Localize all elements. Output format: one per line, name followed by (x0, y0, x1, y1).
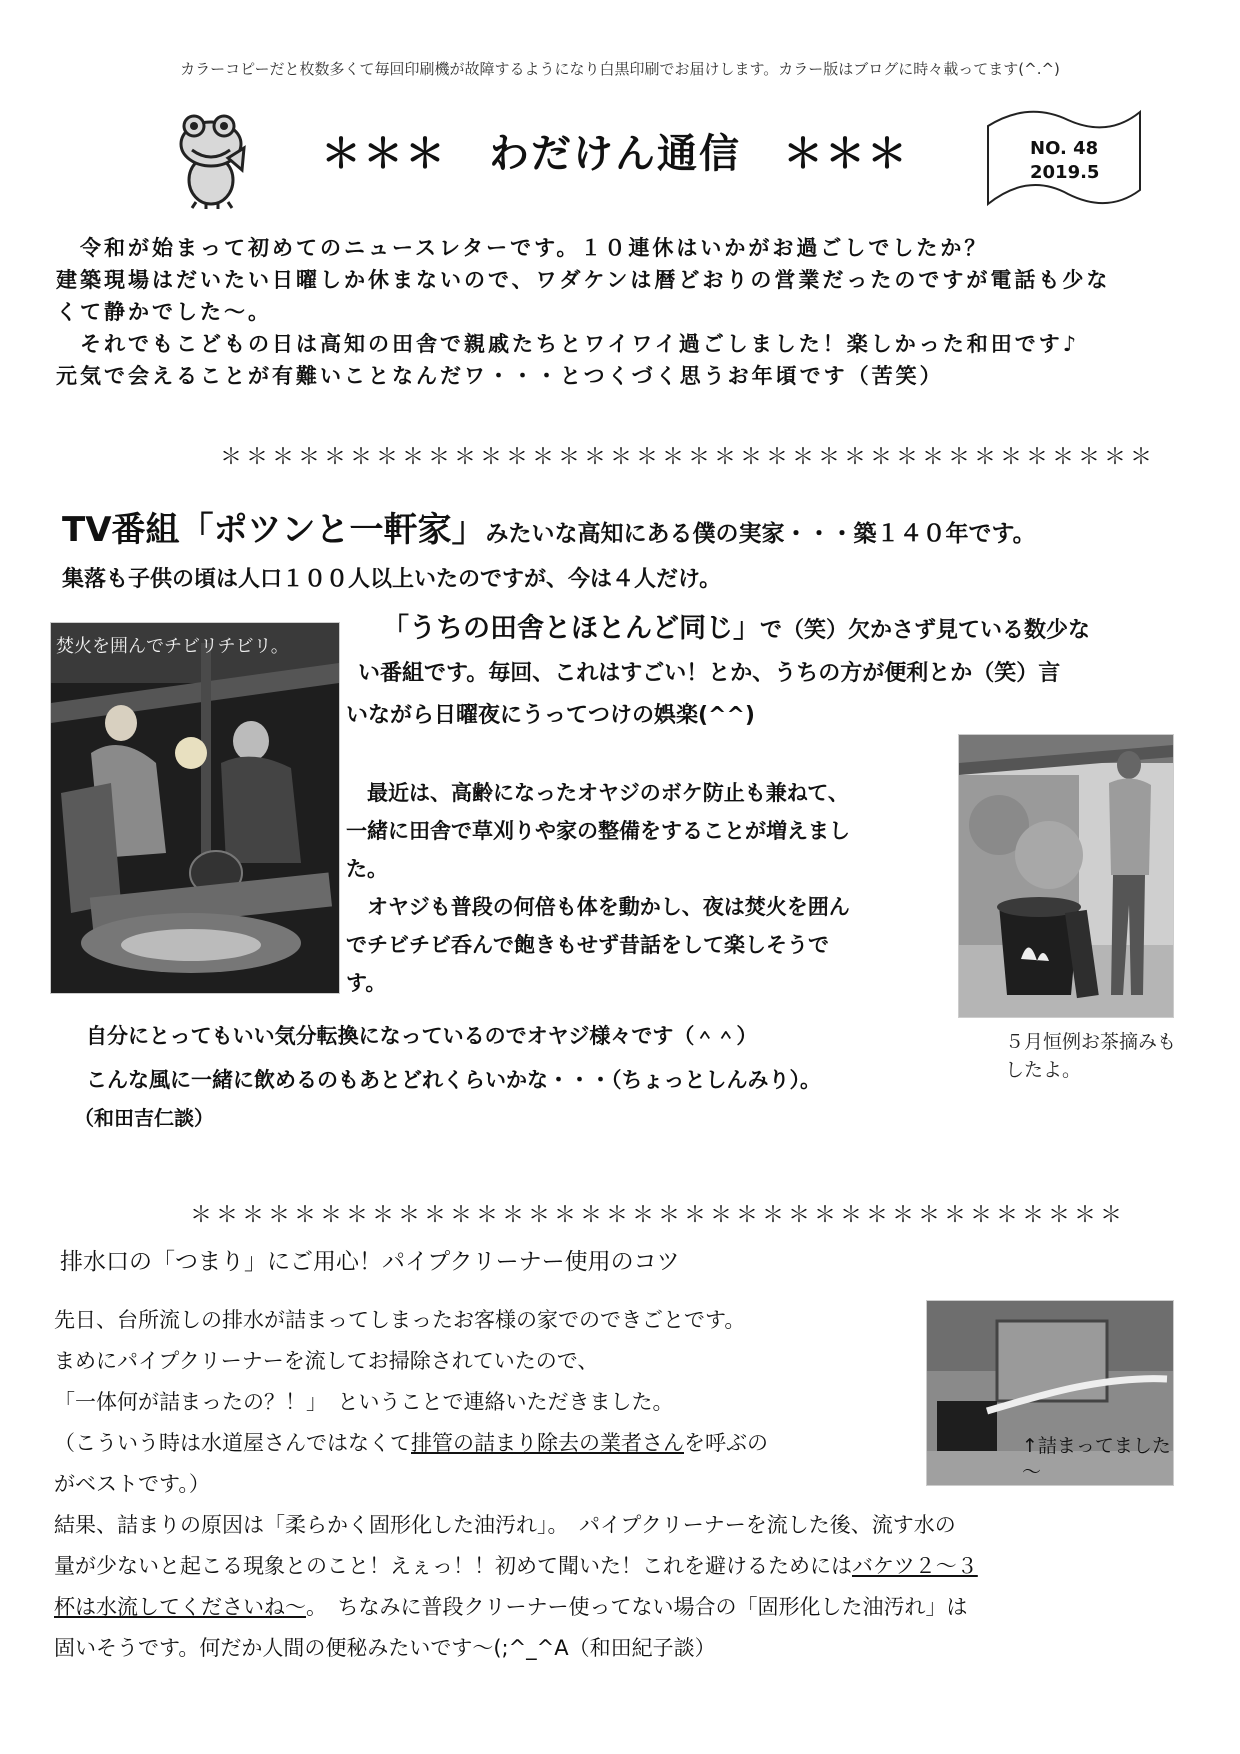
article1-p2-line: でチビチビ呑んで飽きもせず昔話をして楽しそうで (346, 933, 829, 957)
intro-line: 元気で会えることが有難いことなんだワ・・・とつくづく思うお年頃です（苦笑） (56, 364, 944, 388)
article1-p2 (346, 774, 956, 1002)
intro-line: くて静かでした～。 (56, 300, 272, 324)
intro-line: それでもこどもの日は高知の田舎で親戚たちとワイワイ過ごしました！楽しかった和田です♪ (56, 332, 1080, 356)
article2-line7-underlined: バケツ２～３ (852, 1554, 978, 1578)
article2-line7-pre: 量が少ないと起こる現象とのこと！えぇっ！！初めて聞いた！これを避けるためには (54, 1554, 852, 1578)
article1-p3-line: 自分にとってもいい気分転換になっているのでオヤジ様々です（＾＾） (86, 1024, 758, 1048)
article2-line: 結果、詰まりの原因は「柔らかく固形化した油汚れ」。 パイプクリーナーを流した後、流す水の (54, 1513, 956, 1537)
article1-signature: （和田吉仁談） (74, 1106, 214, 1130)
issue-date: 2019.5 (1030, 162, 1100, 183)
print-note: カラーコピーだと枚数多くて毎回印刷機が故障するようになり白黒印刷でお届けします。カラー版はブログに時々載ってます(^.^) (180, 60, 1060, 78)
intro-paragraph (56, 232, 1186, 392)
article1-heading-rest: みたいな高知にある僕の実家・・・築１４０年です。 (485, 521, 1036, 547)
article1-quote-line (382, 606, 1090, 645)
article1-p2-line: た。 (346, 857, 388, 881)
article2-line: 「一体何が詰まったの？！」 ということで連絡いただきました。 (54, 1390, 674, 1414)
article1-p1-line3: いながら日曜夜にうってつけの娯楽(^^) (346, 703, 755, 728)
article2-line4-pre: （こういう時は水道屋さんではなくて (54, 1431, 411, 1455)
article1-heading-big: TV番組「ポツンと一軒家」 (62, 510, 486, 550)
article1-quote-rest: で（笑）欠かさず見ている数少な (760, 618, 1091, 643)
drain-photo-caption: ↑詰まってました～ (1022, 1435, 1171, 1483)
article1-p2-line: す。 (346, 971, 387, 995)
intro-line: 令和が始まって初めてのニュースレターです。１０連休はいかがお過ごしでしたか？ (56, 236, 989, 260)
article1-p2-line: 一緒に田舎で草刈りや家の整備をすることが増えまし (346, 819, 850, 843)
article1-p2-line: オヤジも普段の何倍も体を動かし、夜は焚火を囲ん (346, 895, 850, 919)
tea-picking-photo (958, 734, 1174, 1018)
frog-mascot-icon (172, 112, 250, 210)
article2-line4-underlined: 排管の詰まり除去の業者さん (411, 1431, 684, 1455)
divider-stars: ＊＊＊＊＊＊＊＊＊＊＊＊＊＊＊＊＊＊＊＊＊＊＊＊＊＊＊＊＊＊＊＊＊＊＊＊ (220, 445, 1157, 470)
article1-quote-big: 「うちの田舎とほとんど同じ」 (382, 613, 760, 644)
article2-line4-post: を呼ぶの (684, 1431, 768, 1455)
article2-line: 固いそうです。何だか人間の便秘みたいです～(;^_^A（和田紀子談） (54, 1636, 716, 1660)
article1-p3-line: こんな風に一緒に飲めるのもあとどれくらいかな・・・（ちょっとしんみり）。 (86, 1068, 821, 1092)
article2-line (54, 1587, 1184, 1628)
issue-info (1030, 137, 1110, 185)
issue-number: NO. 48 (1030, 138, 1099, 159)
article1-heading (62, 502, 1202, 551)
article2-line: がベストです。） (54, 1472, 210, 1496)
bonfire-photo-caption: 焚火を囲んでチビリチビリ。 (56, 636, 289, 657)
intro-line: 建築現場はだいたい日曜しか休まないので、ワダケンは暦どおりの営業だったのですが電話も少な (56, 268, 1111, 292)
article2-line8-post: 。 ちなみに普段クリーナー使ってない場合の「固形化した油汚れ」は (306, 1595, 968, 1619)
article2-line8-underlined: 杯は水流してくださいね～ (54, 1595, 306, 1619)
divider-stars: ＊＊＊＊＊＊＊＊＊＊＊＊＊＊＊＊＊＊＊＊＊＊＊＊＊＊＊＊＊＊＊＊＊＊＊＊ (190, 1203, 1127, 1228)
article1-p1-line2: い番組です。毎回、これはすごい！とか、うちの方が便利とか（笑）言 (358, 661, 1061, 686)
article2-heading: 排水口の「つまり」にご用心！パイプクリーナー使用のコツ (60, 1249, 680, 1275)
article1-p3 (86, 1014, 821, 1102)
article2-line (54, 1546, 1184, 1587)
article1-p2-line: 最近は、高齢になったオヤジのボケ防止も兼ねて、 (346, 781, 849, 805)
article2-line: 先日、台所流しの排水が詰まってしまったお客様の家でのできごとです。 (54, 1308, 746, 1332)
article1-line2: 集落も子供の頃は人口１００人以上いたのですが、今は４人だけ。 (62, 567, 722, 592)
article2-line: まめにパイプクリーナーを流してお掃除されていたので、 (54, 1349, 599, 1373)
tea-photo-caption: ５月恒例お茶摘みもしたよ。 (1005, 1031, 1177, 1081)
newsletter-title: ＊＊＊ わだけん通信 ＊＊＊ (321, 131, 909, 177)
bonfire-photo (50, 622, 340, 994)
